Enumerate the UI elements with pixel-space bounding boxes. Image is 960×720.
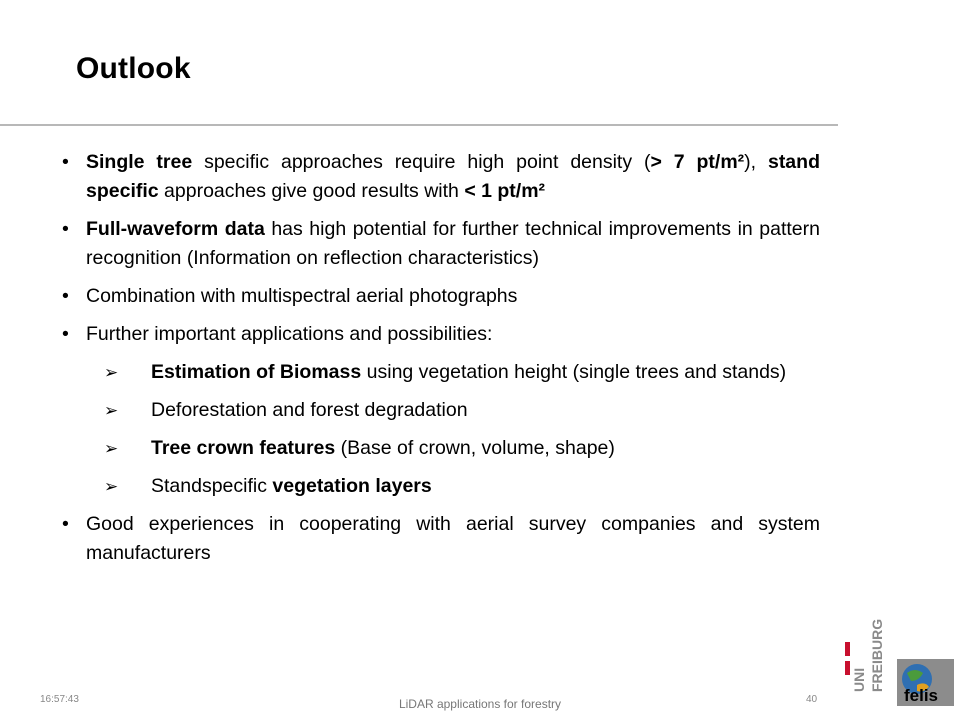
text-fragment: using vegetation height (single trees and stands): [361, 361, 787, 383]
title-divider: [0, 124, 838, 126]
footer-page-number: 40: [806, 694, 818, 705]
bold-fragment: > 7 pt/m²: [650, 151, 745, 173]
arrow-bullet-icon: ➢: [104, 363, 119, 382]
footer-title: LiDAR applications for forestry: [398, 697, 562, 711]
bold-fragment: Tree crown features: [151, 437, 336, 459]
bold-fragment: Single tree: [86, 151, 193, 173]
bullet-text: [86, 148, 820, 206]
text-fragment: approaches give good results with: [158, 180, 465, 202]
felis-logo-text: felis: [904, 686, 939, 705]
bullet-item-applications: [62, 320, 820, 349]
bullet-dot: •: [62, 513, 69, 535]
uni-freiburg-logo: [844, 604, 888, 696]
sub-item-tree-crown: [62, 434, 820, 463]
bold-fragment: Estimation of Biomass: [151, 361, 362, 383]
sub-item-deforestation: [62, 396, 820, 425]
text-fragment: specific approaches require high point density (: [192, 151, 651, 173]
sub-item-biomass: [62, 358, 820, 387]
sub-item-text: Deforestation and forest degradation: [151, 399, 468, 421]
uni-logo-text: UNI: [851, 667, 867, 692]
bullet-text: [86, 215, 820, 273]
text-fragment: ),: [744, 151, 768, 173]
text-fragment: Standspecific: [151, 475, 273, 497]
bullet-dot: •: [62, 151, 69, 173]
bold-fragment: stand specific: [86, 151, 820, 202]
sub-item-vegetation-layers: [62, 472, 820, 501]
text-fragment: has high potential for further technical improvements in pattern recognition (Information on reflection characteristics): [86, 218, 820, 269]
bullet-dot: •: [62, 285, 69, 307]
bullet-dot: •: [62, 323, 69, 345]
bullet-item-point-density: [62, 148, 820, 206]
bullet-item-cooperation: [62, 510, 820, 568]
arrow-bullet-icon: ➢: [104, 477, 119, 496]
bold-fragment: < 1 pt/m²: [464, 180, 546, 202]
footer-time: 16:57:43: [40, 694, 79, 705]
sub-item-text: [151, 434, 820, 463]
bullet-text: Good experiences in cooperating with aerial survey companies and system manufacturers: [86, 513, 820, 564]
sub-item-text: [151, 358, 820, 387]
bold-fragment: vegetation layers: [272, 475, 432, 497]
bullet-item-full-waveform: [62, 215, 820, 273]
bullet-dot: •: [62, 218, 69, 240]
arrow-bullet-icon: ➢: [104, 401, 119, 420]
freiburg-logo-text: FREIBURG: [869, 618, 885, 692]
bullet-text: Further important applications and possibilities:: [86, 323, 493, 345]
bold-fragment: Full-waveform data: [86, 218, 265, 240]
bullet-text: Combination with multispectral aerial photographs: [86, 285, 518, 307]
bullet-list: [62, 148, 820, 577]
slide-title: Outlook: [76, 52, 191, 85]
text-fragment: (Base of crown, volume, shape): [335, 437, 615, 459]
arrow-bullet-icon: ➢: [104, 439, 119, 458]
sub-item-text: [151, 472, 820, 501]
bullet-item-multispectral: [62, 282, 820, 311]
